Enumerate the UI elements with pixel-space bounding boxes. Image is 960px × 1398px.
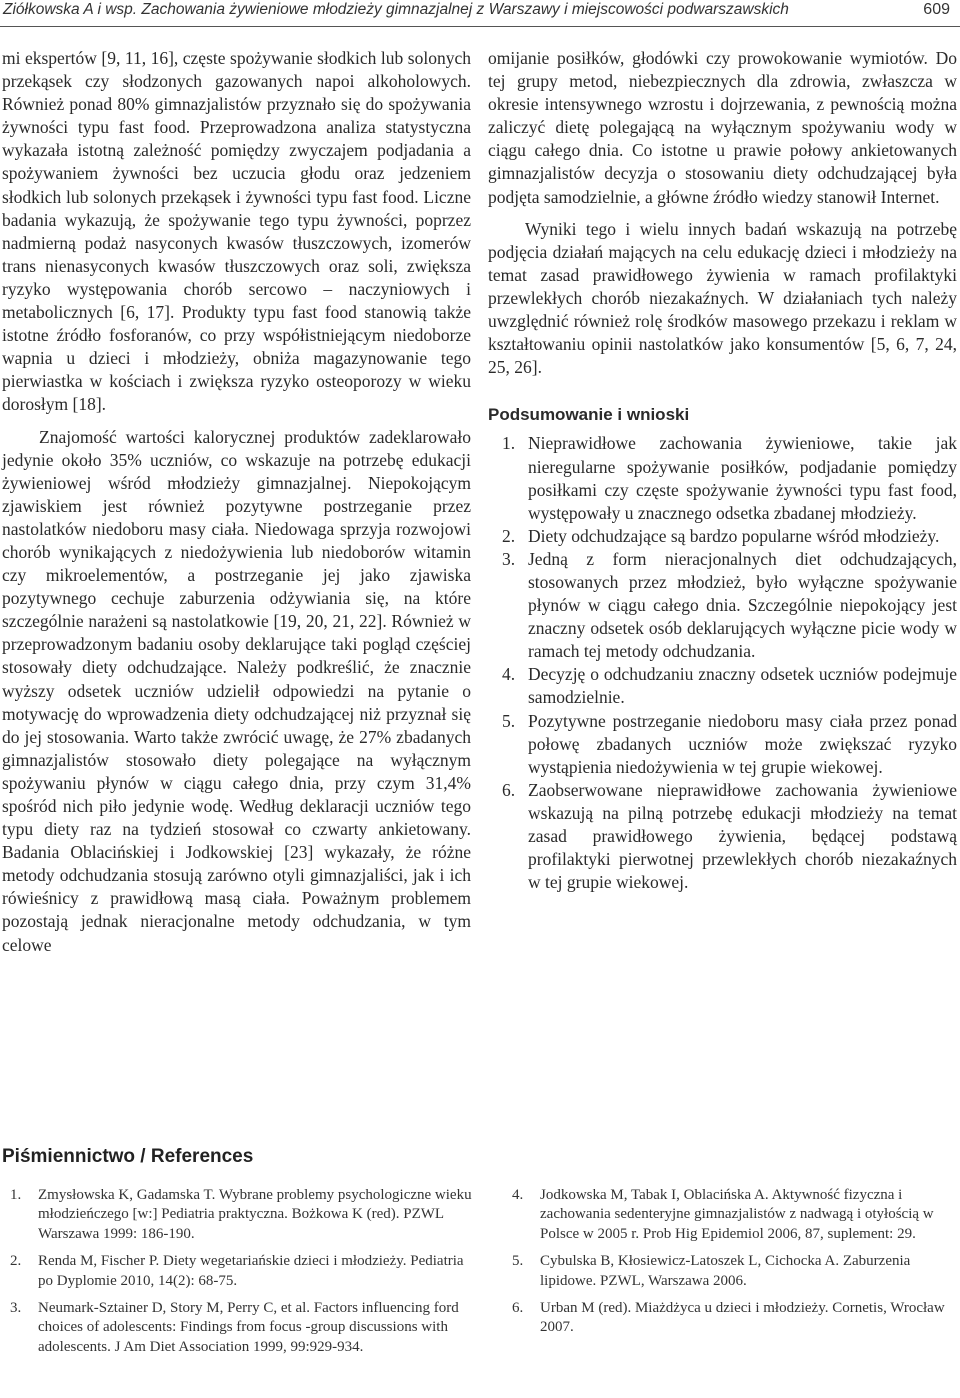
list-number: 5. bbox=[502, 710, 516, 731]
list-item bbox=[488, 779, 957, 894]
references-right bbox=[504, 1186, 956, 1346]
references-left bbox=[2, 1186, 472, 1365]
list-text: Nieprawidłowe zachowania żywieniowe, takie jak nieregularne spożywanie posiłków, podjadanie pomiędzy posiłkami czy częste spożywanie żywności typu fast food, występowały u znacznego odsetka zbadanej młodzieży. bbox=[528, 433, 957, 523]
paragraph: Znajomość wartości kalorycznej produktów zadeklarowało jedynie około 35% uczniów, co wskazuje na potrzebę edukacji żywieniowej wśród młodzieży gimnazjalnej. Niepokojącym zjawiskiem jest również pozytywne postrzeganie przez nastolatków niedoboru masy ciała. Niedowaga sprzyja rozwojowi chorób wynikających z niedożywienia lub niedoborów witamin czy mikroelementów, a postrzeganie jej jako zjawiska pozytywnego cechuje zaburzenia odżywiania się, na które szczególnie narażeni są nastolatkowie [19, 20, 21, 22]. Również w przeprowadzonym badaniu osoby deklarujące taki pogląd częściej stosowały diety odchudzające. Należy podkreślić, że znacznie wyższy odsetek uczniów udzielił odpowiedzi na pytanie o motywację do wprowadzenia diety odchudzającej niż przyznał się do jej stosowania. Warto także zwrócić uwagę, że 27% zbadanych gimnazjalistów stosowało diety polegające na wyłącznym spożywaniu płynów w ciągu całego dnia, przy czym 31,4% spośród nich piło jedynie wodę. Według deklaracji uczniów tego typu diety raz na tydzień stosował co czwarty ankietowany. Badania Oblacińskiej i Jodkowskiej [23] wykazały, że różne metody odchudzania stosują zarówno otyli gimnazjaliści, jak i ich rówieśnicy z prawidłową masą ciała. Poważnym problemem pozostają jednak nieracjonalne metody odchudzania, w tym celowe bbox=[2, 426, 471, 955]
reference-number: 3. bbox=[10, 1300, 22, 1317]
list-item bbox=[488, 710, 957, 779]
paragraph: mi ekspertów [9, 11, 16], częste spożywanie słodkich lub solonych przekąsek czy słodzonych gazowanych napoi alkoholowych. Również ponad 80% gimnazjalistów przyznało się do spożywania żywności typu fast food. Przeprowadzona analiza statystyczna wykazała istotną zależność pomiędzy zwyczajem podjadania a spożywaniem żywności bez uczucia głodu oraz jedzeniem słodkich lub solonych przekąsek i żywności typu fast food. Liczne badania wykazują, że spożywanie tego typu żywności, poprzez nadmierną podaż nasyconych kwasów tłuszczowych, izomerów trans nienasyconych kwasów tłuszczowych oraz soli, zwiększa ryzyko występowania chorób sercowo – naczyniowych i metabolicznych [6, 17]. Produkty typu fast food stanowią także istotne źródło fosforanów, co przy współistniejącym niedoborze wapnia u dzieci i młodzieży, obniża magazynowanie tego pierwiastka w kościach i zwiększa ryzyko osteoporozy w wieku dorosłym [18]. bbox=[2, 48, 471, 415]
reference-text: Jodkowska M, Tabak I, Oblacińska A. Aktywność fizyczna i zachowania sedenteryjne gimnazjalistów z nadwagą i otyłością w Polsce w 2005 r. Prob Hig Epidemiol 2006, 87, suplement: 29. bbox=[540, 1187, 934, 1242]
reference-text: Zmysłowska K, Gadamska T. Wybrane problemy psychologiczne wieku młodzieńczego [w:] Pediatria praktyczna. Bożkowa K (red). PZWL Warszawa 1999: 186-190. bbox=[38, 1187, 472, 1242]
list-text: Jedną z form nieracjonalnych diet odchudzających, stosowanych przez młodzież, było wyłączne spożywanie płynów w ciągu całego dnia. Szczególnie niepokojący jest znaczny odsetek osób deklarujących wyłączne picie wody w ramach tej metody odchudzania. bbox=[528, 548, 957, 662]
reference-text: Renda M, Fischer P. Diety wegetariańskie dzieci i młodzieży. Pediatria po Dyplomie 2010, 14(2): 68-75. bbox=[38, 1253, 464, 1289]
list-number: 3. bbox=[502, 548, 516, 569]
references-heading: Piśmiennictwo / References bbox=[2, 1146, 254, 1167]
list-item bbox=[488, 663, 957, 709]
page-number: 609 bbox=[923, 1, 950, 18]
reference-number: 5. bbox=[512, 1253, 524, 1270]
reference-item bbox=[504, 1252, 956, 1291]
conclusions-list bbox=[488, 432, 957, 894]
reference-item bbox=[504, 1186, 956, 1244]
page-header bbox=[0, 0, 960, 27]
reference-text: Cybulska B, Kłosiewicz-Latoszek L, Cichocka A. Zaburzenia lipidowe. PZWL, Warszawa 2006. bbox=[540, 1253, 911, 1289]
list-number: 4. bbox=[502, 664, 516, 685]
section-heading: Podsumowanie i wnioski bbox=[488, 405, 690, 425]
list-number: 2. bbox=[502, 525, 516, 546]
list-number: 6. bbox=[502, 779, 516, 800]
reference-number: 2. bbox=[10, 1253, 22, 1270]
reference-number: 4. bbox=[512, 1187, 524, 1203]
list-text: Diety odchudzające są bardzo popularne wśród młodzieży. bbox=[528, 525, 940, 546]
reference-item bbox=[2, 1299, 472, 1357]
right-column bbox=[488, 47, 957, 894]
reference-text: Urban M (red). Miażdżyca u dzieci i młodzieży. Cornetis, Wrocław 2007. bbox=[540, 1300, 945, 1336]
paragraph: Wyniki tego i wielu innych badań wskazują na potrzebę podjęcia działań mających na celu edukację dzieci i młodzieży na temat zasad prawidłowego żywienia w ramach profilaktyki przewlekłych chorób niezakaźnych. W działaniach tych należy uwzględnić również rolę środków masowego przekazu i reklam w kształtowaniu opinii nastolatków jako konsumentów [5, 6, 7, 24, 25, 26]. bbox=[488, 218, 957, 378]
list-item bbox=[488, 432, 957, 524]
list-item bbox=[488, 525, 957, 548]
paragraph: omijanie posiłków, głodówki czy prowokowanie wymiotów. Do tej grupy metod, niebezpiecznych dla zdrowia, zwłaszcza w okresie intensywnego wzrostu i dojrzewania, z pewnością można zaliczyć dietę polegającą na wyłącznym spożywaniu wody w ciągu całego dnia. Co istotne u prawie połowy ankietowanych gimnazjalistów decyzja o stosowaniu diety odchudzającej była podjęta samodzielnie, a główne źródło wiedzy stanowił Internet. bbox=[488, 48, 957, 207]
list-item bbox=[488, 548, 957, 663]
reference-text: Neumark-Sztainer D, Story M, Perry C, et al. Factors influencing ford choices of adolescents: Findings from focus -group discussions with adolescents. J Am Diet Association 1999, 99:929-934. bbox=[38, 1300, 459, 1355]
reference-item bbox=[2, 1186, 472, 1244]
reference-item bbox=[2, 1252, 472, 1291]
left-column bbox=[2, 47, 471, 957]
reference-number: 1. bbox=[10, 1187, 22, 1203]
reference-number: 6. bbox=[512, 1300, 524, 1317]
list-text: Pozytywne postrzeganie niedoboru masy ciała przez ponad połowę zbadanych uczniów może zwiększać ryzyko wystąpienia niedożywienia w tej grupie wiekowej. bbox=[528, 710, 957, 777]
list-number: 1. bbox=[502, 433, 516, 454]
list-text: Zaobserwowane nieprawidłowe zachowania żywieniowe wskazują na pilną potrzebę edukacji młodzieży na temat zasad prawidłowego żywienia, będącej podstawą profilaktyki pierwotnej przewlekłych chorób niezakaźnych w tej grupie wiekowej. bbox=[528, 779, 957, 893]
reference-item bbox=[504, 1299, 956, 1338]
header-rule bbox=[0, 26, 960, 27]
running-head: Ziółkowska A i wsp. Zachowania żywieniowe młodzieży gimnazjalnej z Warszawy i miejscowości podwarszawskich bbox=[3, 1, 789, 18]
list-text: Decyzję o odchudzaniu znaczny odsetek uczniów podejmuje samodzielnie. bbox=[528, 664, 957, 708]
